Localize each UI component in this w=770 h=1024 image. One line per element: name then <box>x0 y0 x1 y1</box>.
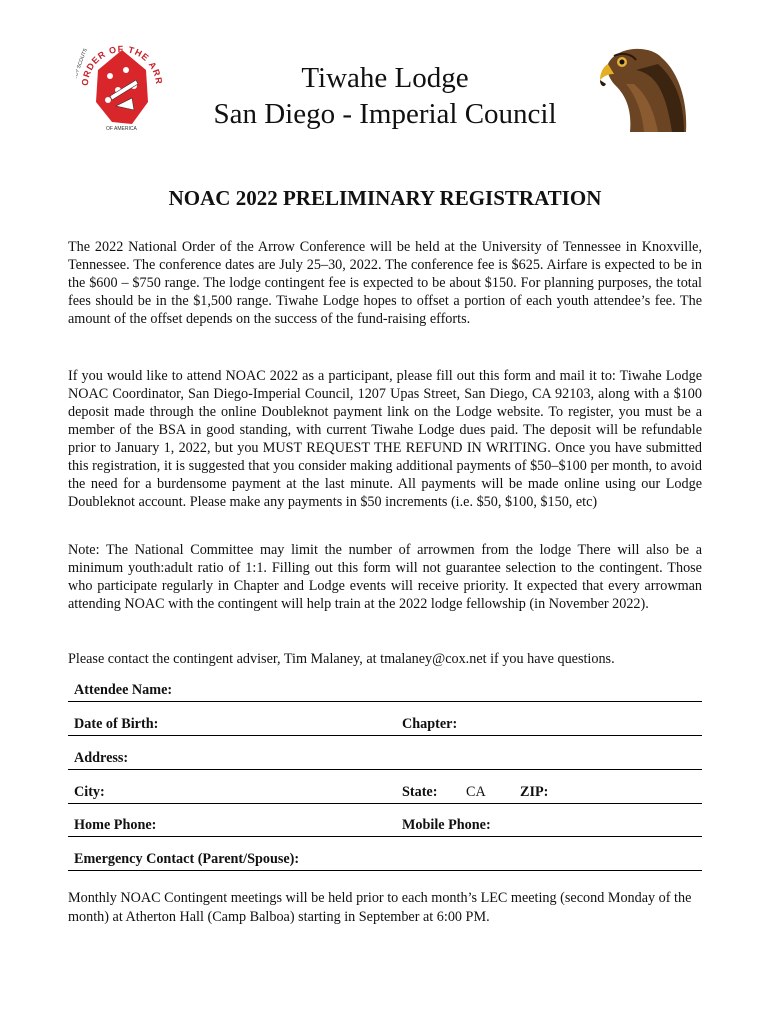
state-value: CA <box>466 784 486 800</box>
contact-paragraph: Please contact the contingent adviser, Tim Malaney, at tmalaney@cox.net if you have questions. <box>68 651 615 667</box>
logo-left-text: BOY SCOUTS <box>76 47 89 81</box>
council-title: San Diego - Imperial Council <box>213 98 557 130</box>
zip-label: ZIP: <box>520 784 549 800</box>
address-label: Address: <box>74 750 129 766</box>
page-heading: NOAC 2022 PRELIMINARY REGISTRATION <box>168 186 602 210</box>
emergency-contact-field[interactable] <box>68 850 702 871</box>
lodge-title: Tiwahe Lodge <box>301 62 469 94</box>
address-field[interactable] <box>68 749 702 770</box>
logo-ring-text: ORDER OF THE ARR <box>79 43 165 87</box>
chapter-label: Chapter: <box>402 716 458 732</box>
city-label: City: <box>74 784 105 800</box>
note-paragraph: Note: The National Committee may limit the number of arrowmen from the lodge There will also be a minimum youth:adult ratio of 1:1. Filling out this form will not guarantee selection to the contingent. Those who participate regularly in Chapter and Lodge events will receive priority. It expected that every arrowman attending NOAC with the contingent will help train at the 2022 lodge fellowship (in November 2022). <box>68 542 702 612</box>
conference-info-paragraph: The 2022 National Order of the Arrow Conference will be held at the University of Tennessee in Knoxville, Tennessee. The conference dates are July 25–30, 2022. The conference fee is $625. Airfare is expected to be in the $600 – $750 range. The lodge contingent fee is expected to be about $150. For planning purposes, the total fees should be in the $1,500 range. Tiwahe Lodge hopes to offset a portion of each youth attendee’s fee. The amount of the offset depends on the success of the fund-raising efforts. <box>68 239 702 327</box>
dob-label: Date of Birth: <box>74 716 159 732</box>
emergency-contact-label: Emergency Contact (Parent/Spouse): <box>74 851 300 867</box>
city-state-zip-row[interactable] <box>68 783 702 804</box>
logo-bottom-text: OF AMERICA <box>106 126 137 132</box>
phone-row[interactable] <box>68 816 702 837</box>
registration-instructions-paragraph: If you would like to attend NOAC 2022 as a participant, please fill out this form and mail it to: Tiwahe Lodge NOAC Coordinator, San Diego-Imperial Council, 1207 Upas Street, San Diego, CA 92103, along with a $100 deposit made through the online Doubleknot payment link on the Lodge website. To register, you must be a member of the BSA in good standing, with current Tiwahe Lodge dues paid. The deposit will be refundable prior to January 1, 2022, but you MUST REQUEST THE REFUND IN WRITING. Once you have submitted this registration, it is suggested that you consider making additional payments of $50–$100 per month, to avoid the need for a burdensome payment at the last minute. All payments will be made online using our Lodge Doubleknot account. Please make any payments in $50 increments (i.e. $50, $100, $150, etc) <box>68 368 702 510</box>
state-label: State: <box>402 784 438 800</box>
dob-chapter-row[interactable] <box>68 715 702 736</box>
meetings-paragraph: Monthly NOAC Contingent meetings will be held prior to each month’s LEC meeting (second Monday of the month) at Atherton Hall (Camp Balboa) starting in September at 6:00 PM. <box>68 890 692 925</box>
home-phone-label: Home Phone: <box>74 817 157 833</box>
attendee-name-label: Attendee Name: <box>74 682 173 698</box>
attendee-name-field[interactable] <box>68 681 702 702</box>
mobile-phone-label: Mobile Phone: <box>402 817 491 833</box>
